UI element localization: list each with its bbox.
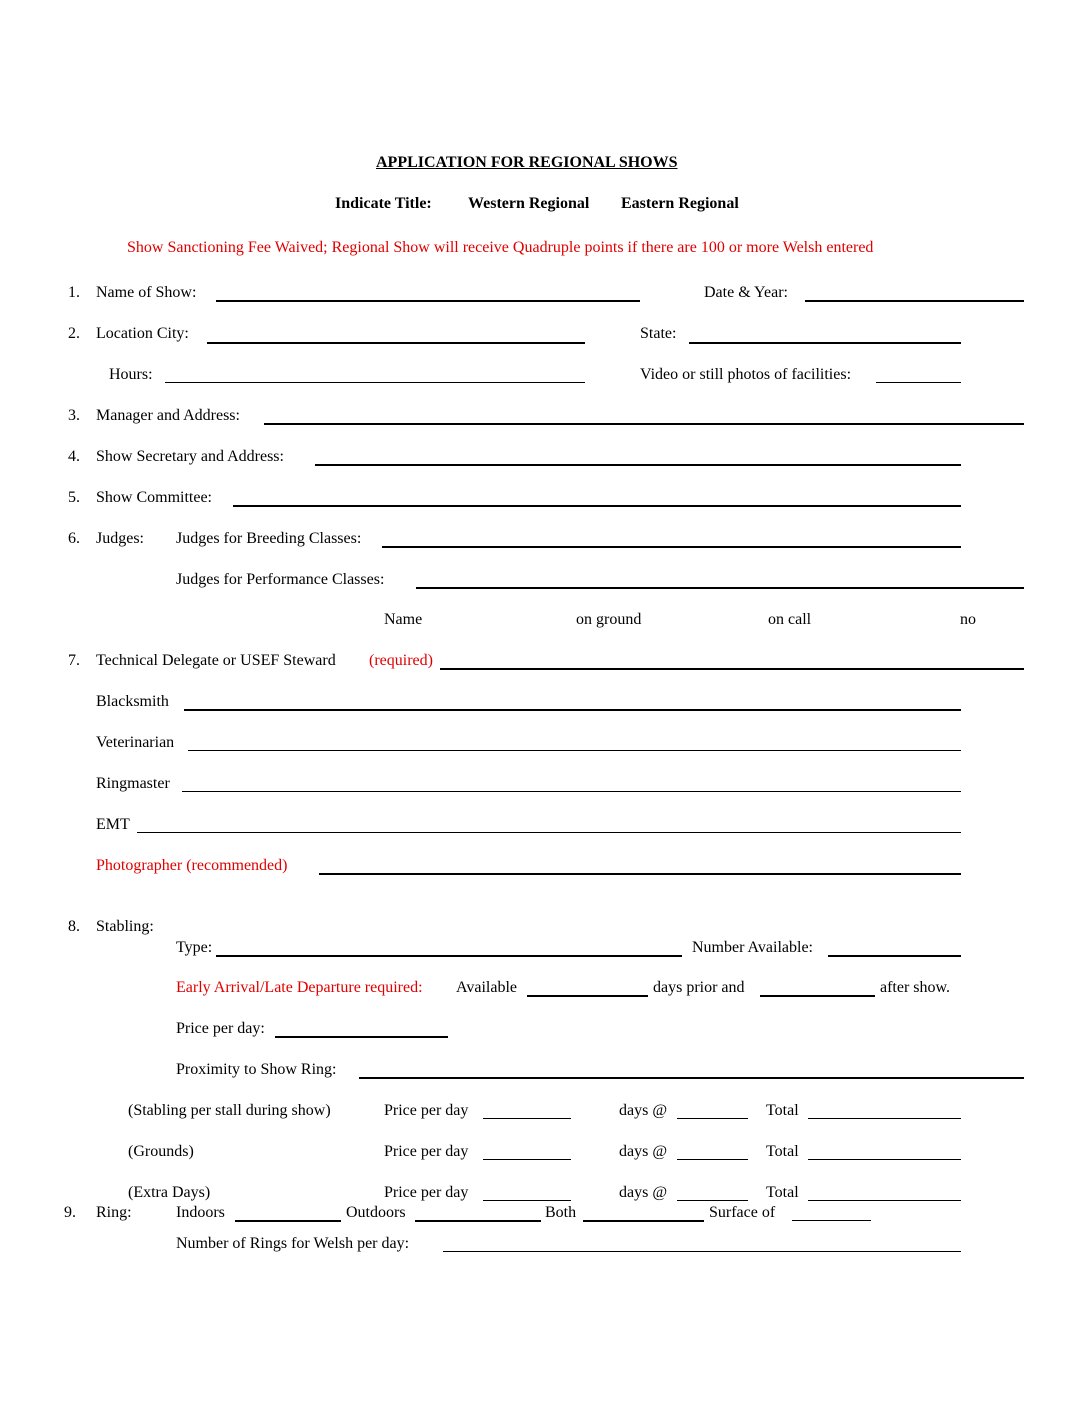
stall-price-per-day-label: Price per day: — [176, 1020, 265, 1037]
fee-row-total-field[interactable] — [808, 1159, 961, 1160]
indoors-label: Indoors — [176, 1204, 225, 1221]
number-available-label: Number Available: — [692, 939, 813, 956]
outdoors-label: Outdoors — [346, 1204, 406, 1221]
indicate-title-label: Indicate Title: — [335, 195, 432, 212]
judges-performance-label: Judges for Performance Classes: — [176, 571, 385, 588]
item-number-4: 4. — [68, 448, 80, 465]
video-photos-field[interactable] — [876, 382, 961, 383]
veterinarian-label: Veterinarian — [96, 734, 175, 751]
fee-row-total-label: Total — [766, 1143, 799, 1160]
manager-address-field[interactable] — [264, 423, 1024, 425]
emt-field[interactable] — [137, 832, 961, 833]
fee-row-total-field[interactable] — [808, 1118, 961, 1119]
both-label: Both — [545, 1204, 577, 1221]
fee-waived-notice: Show Sanctioning Fee Waived; Regional Show will receive Quadruple points if there are 100 or more Welsh entered — [127, 239, 874, 256]
location-city-field[interactable] — [207, 342, 585, 344]
required-note: (required) — [369, 652, 433, 669]
available-label: Available — [456, 979, 518, 996]
photographer-label: Photographer (recommended) — [96, 857, 288, 874]
fee-row-label: (Extra Days) — [128, 1184, 211, 1201]
stall-price-per-day-field[interactable] — [275, 1036, 448, 1038]
date-year-field[interactable] — [805, 300, 1024, 302]
surface-of-field[interactable] — [792, 1220, 871, 1221]
fee-row-price-field[interactable] — [483, 1118, 571, 1119]
fee-row-days-label: days @ — [619, 1102, 668, 1119]
state-field[interactable] — [689, 342, 961, 344]
item-number-7: 7. — [68, 652, 80, 669]
form-title: APPLICATION FOR REGIONAL SHOWS — [376, 154, 678, 171]
judges-breeding-label: Judges for Breeding Classes: — [176, 530, 362, 547]
name-of-show-label: Name of Show: — [96, 284, 197, 301]
item-number-8: 8. — [68, 918, 80, 935]
fee-row-days-label: days @ — [619, 1143, 668, 1160]
fee-row-total-field[interactable] — [808, 1200, 961, 1201]
column-no-label: no — [960, 611, 976, 628]
emt-label: EMT — [96, 816, 130, 833]
stabling-type-field[interactable] — [216, 955, 682, 957]
rings-per-day-field[interactable] — [443, 1251, 961, 1252]
outdoors-field[interactable] — [415, 1220, 541, 1222]
item-number-2: 2. — [68, 325, 80, 342]
stabling-type-label: Type: — [176, 939, 213, 956]
fee-row-total-label: Total — [766, 1102, 799, 1119]
state-label: State: — [640, 325, 677, 342]
rings-per-day-label: Number of Rings for Welsh per day: — [176, 1235, 410, 1252]
technical-delegate-field[interactable] — [440, 668, 1024, 670]
days-after-field[interactable] — [760, 995, 875, 997]
days-prior-field[interactable] — [527, 995, 648, 997]
secretary-address-label: Show Secretary and Address: — [96, 448, 284, 465]
ringmaster-label: Ringmaster — [96, 775, 170, 792]
western-regional-option[interactable]: Western Regional — [468, 195, 590, 212]
surface-of-label: Surface of — [709, 1204, 776, 1221]
fee-row-label: (Grounds) — [128, 1143, 194, 1160]
early-arrival-label: Early Arrival/Late Departure required: — [176, 979, 423, 996]
column-name-label: Name — [384, 611, 423, 628]
judges-breeding-field[interactable] — [382, 546, 961, 548]
fee-row-label: (Stabling per stall during show) — [128, 1102, 331, 1119]
fee-row-days-field[interactable] — [677, 1200, 748, 1201]
indoors-field[interactable] — [235, 1220, 341, 1222]
both-field[interactable] — [583, 1220, 704, 1222]
show-committee-label: Show Committee: — [96, 489, 212, 506]
number-available-field[interactable] — [828, 955, 961, 957]
judges-label: Judges: — [96, 530, 144, 547]
column-on-ground-label: on ground — [576, 611, 642, 628]
days-prior-label: days prior and — [653, 979, 745, 996]
proximity-label: Proximity to Show Ring: — [176, 1061, 337, 1078]
item-number-1: 1. — [68, 284, 80, 301]
fee-row-days-label: days @ — [619, 1184, 668, 1201]
location-city-label: Location City: — [96, 325, 189, 342]
fee-row-price-field[interactable] — [483, 1200, 571, 1201]
veterinarian-field[interactable] — [188, 750, 961, 751]
fee-row-days-field[interactable] — [677, 1159, 748, 1160]
fee-row-total-label: Total — [766, 1184, 799, 1201]
stabling-label: Stabling: — [96, 918, 154, 935]
fee-row-price-label: Price per day — [384, 1184, 469, 1201]
judges-performance-field[interactable] — [416, 587, 1024, 589]
ring-label: Ring: — [96, 1204, 132, 1221]
blacksmith-label: Blacksmith — [96, 693, 169, 710]
hours-label: Hours: — [109, 366, 153, 383]
manager-address-label: Manager and Address: — [96, 407, 240, 424]
fee-row-price-field[interactable] — [483, 1159, 571, 1160]
ringmaster-field[interactable] — [182, 791, 961, 792]
fee-row-price-label: Price per day — [384, 1143, 469, 1160]
proximity-field[interactable] — [359, 1077, 1024, 1079]
photographer-field[interactable] — [319, 873, 961, 875]
column-on-call-label: on call — [768, 611, 812, 628]
fee-row-days-field[interactable] — [677, 1118, 748, 1119]
blacksmith-field[interactable] — [184, 709, 961, 711]
item-number-9: 9. — [64, 1204, 76, 1221]
fee-row-price-label: Price per day — [384, 1102, 469, 1119]
item-number-3: 3. — [68, 407, 80, 424]
name-of-show-field[interactable] — [216, 300, 640, 302]
date-year-label: Date & Year: — [704, 284, 788, 301]
item-number-6: 6. — [68, 530, 80, 547]
secretary-address-field[interactable] — [315, 464, 961, 466]
hours-field[interactable] — [165, 382, 585, 383]
show-committee-field[interactable] — [233, 505, 961, 507]
video-photos-label: Video or still photos of facilities: — [640, 366, 852, 383]
item-number-5: 5. — [68, 489, 80, 506]
eastern-regional-option[interactable]: Eastern Regional — [621, 195, 739, 212]
technical-delegate-label: Technical Delegate or USEF Steward — [96, 652, 336, 669]
after-show-label: after show. — [880, 979, 951, 996]
